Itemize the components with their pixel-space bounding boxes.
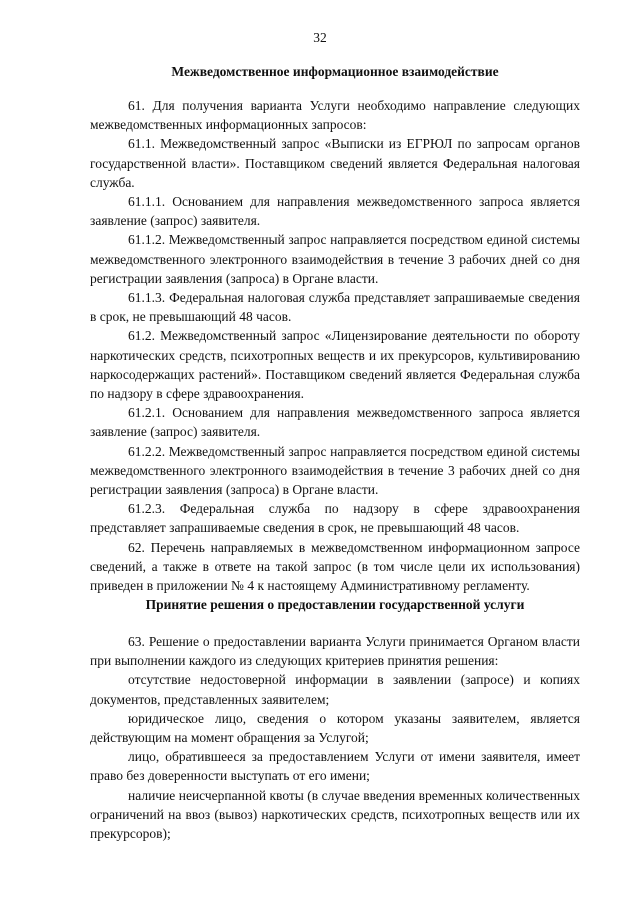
paragraph: 61. Для получения варианта Услуги необходимо направление следующих межведомственных информационных запросов: [90,98,580,133]
paragraph: отсутствие недостоверной информации в заявлении (запросе) и копиях документов, представленных заявителем; [90,672,580,707]
paragraph: 61.2.3. Федеральная служба по надзору в сфере здравоохранения представляет запрашиваемые сведения в срок, не превышающий 48 часов. [90,501,580,536]
paragraph: 61.1.1. Основанием для направления межведомственного запроса является заявление (запрос) заявителя. [90,194,580,229]
paragraph: 63. Решение о предоставлении варианта Услуги принимается Органом власти при выполнении каждого из следующих критериев принятия решения: [90,634,580,669]
paragraph: юридическое лицо, сведения о котором указаны заявителем, является действующим на момент обращения за Услугой; [90,710,580,746]
paragraph: 61.2.2. Межведомственный запрос направляется посредством единой системы межведомственного электронного взаимодействия в течение 3 рабочих дней со дня регистрации заявления (запроса) в Органе власти. [90,443,580,498]
paragraph: лицо, обратившееся за предоставлением Услуги от имени заявителя, имеет право без доверенности выступать от его имени; [90,749,580,784]
paragraph: 61.2. Межведомственный запрос «Лицензирование деятельности по обороту наркотических средств, психотропных веществ и их прекурсоров, культивированию наркосодержащих растений». Поставщиком сведений является Федеральная служба по надзору в сфере здравоохранения. [90,328,580,402]
page-number: 32 [313,30,327,45]
section-body-interagency [90,96,580,595]
paragraph: 61.1.2. Межведомственный запрос направляется посредством единой системы межведомственного электронного взаимодействия в течение 3 рабочих дней со дня регистрации заявления (запроса) в Органе власти. [90,232,580,286]
section-heading-decision: Принятие решения о предоставлении государственной услуги [145,597,525,612]
paragraph: 61.1. Межведомственный запрос «Выписки из ЕГРЮЛ по запросам органов государственной власти». Поставщиком сведений является Федеральная налоговая служба. [90,136,580,190]
section-heading-interagency: Межведомственное информационное взаимодействие [171,64,499,79]
paragraph: 61.2.1. Основанием для направления межведомственного запроса является заявление (запрос) заявителя. [90,405,580,440]
paragraph: наличие неисчерпанной квоты (в случае введения временных количественных ограничений на ввоз (вывоз) наркотических средств, психотропных веществ или их прекурсоров); [90,787,580,842]
paragraph: 62. Перечень направляемых в межведомственном информационном запросе сведений, а также в ответе на такой запрос (в том числе цели их использования) приведен в приложении № 4 к настоящему Административному регламенту. [90,539,580,594]
section-body-decision [90,632,580,843]
paragraph: 61.1.3. Федеральная налоговая служба представляет запрашиваемые сведения в срок, не превышающий 48 часов. [90,290,580,325]
